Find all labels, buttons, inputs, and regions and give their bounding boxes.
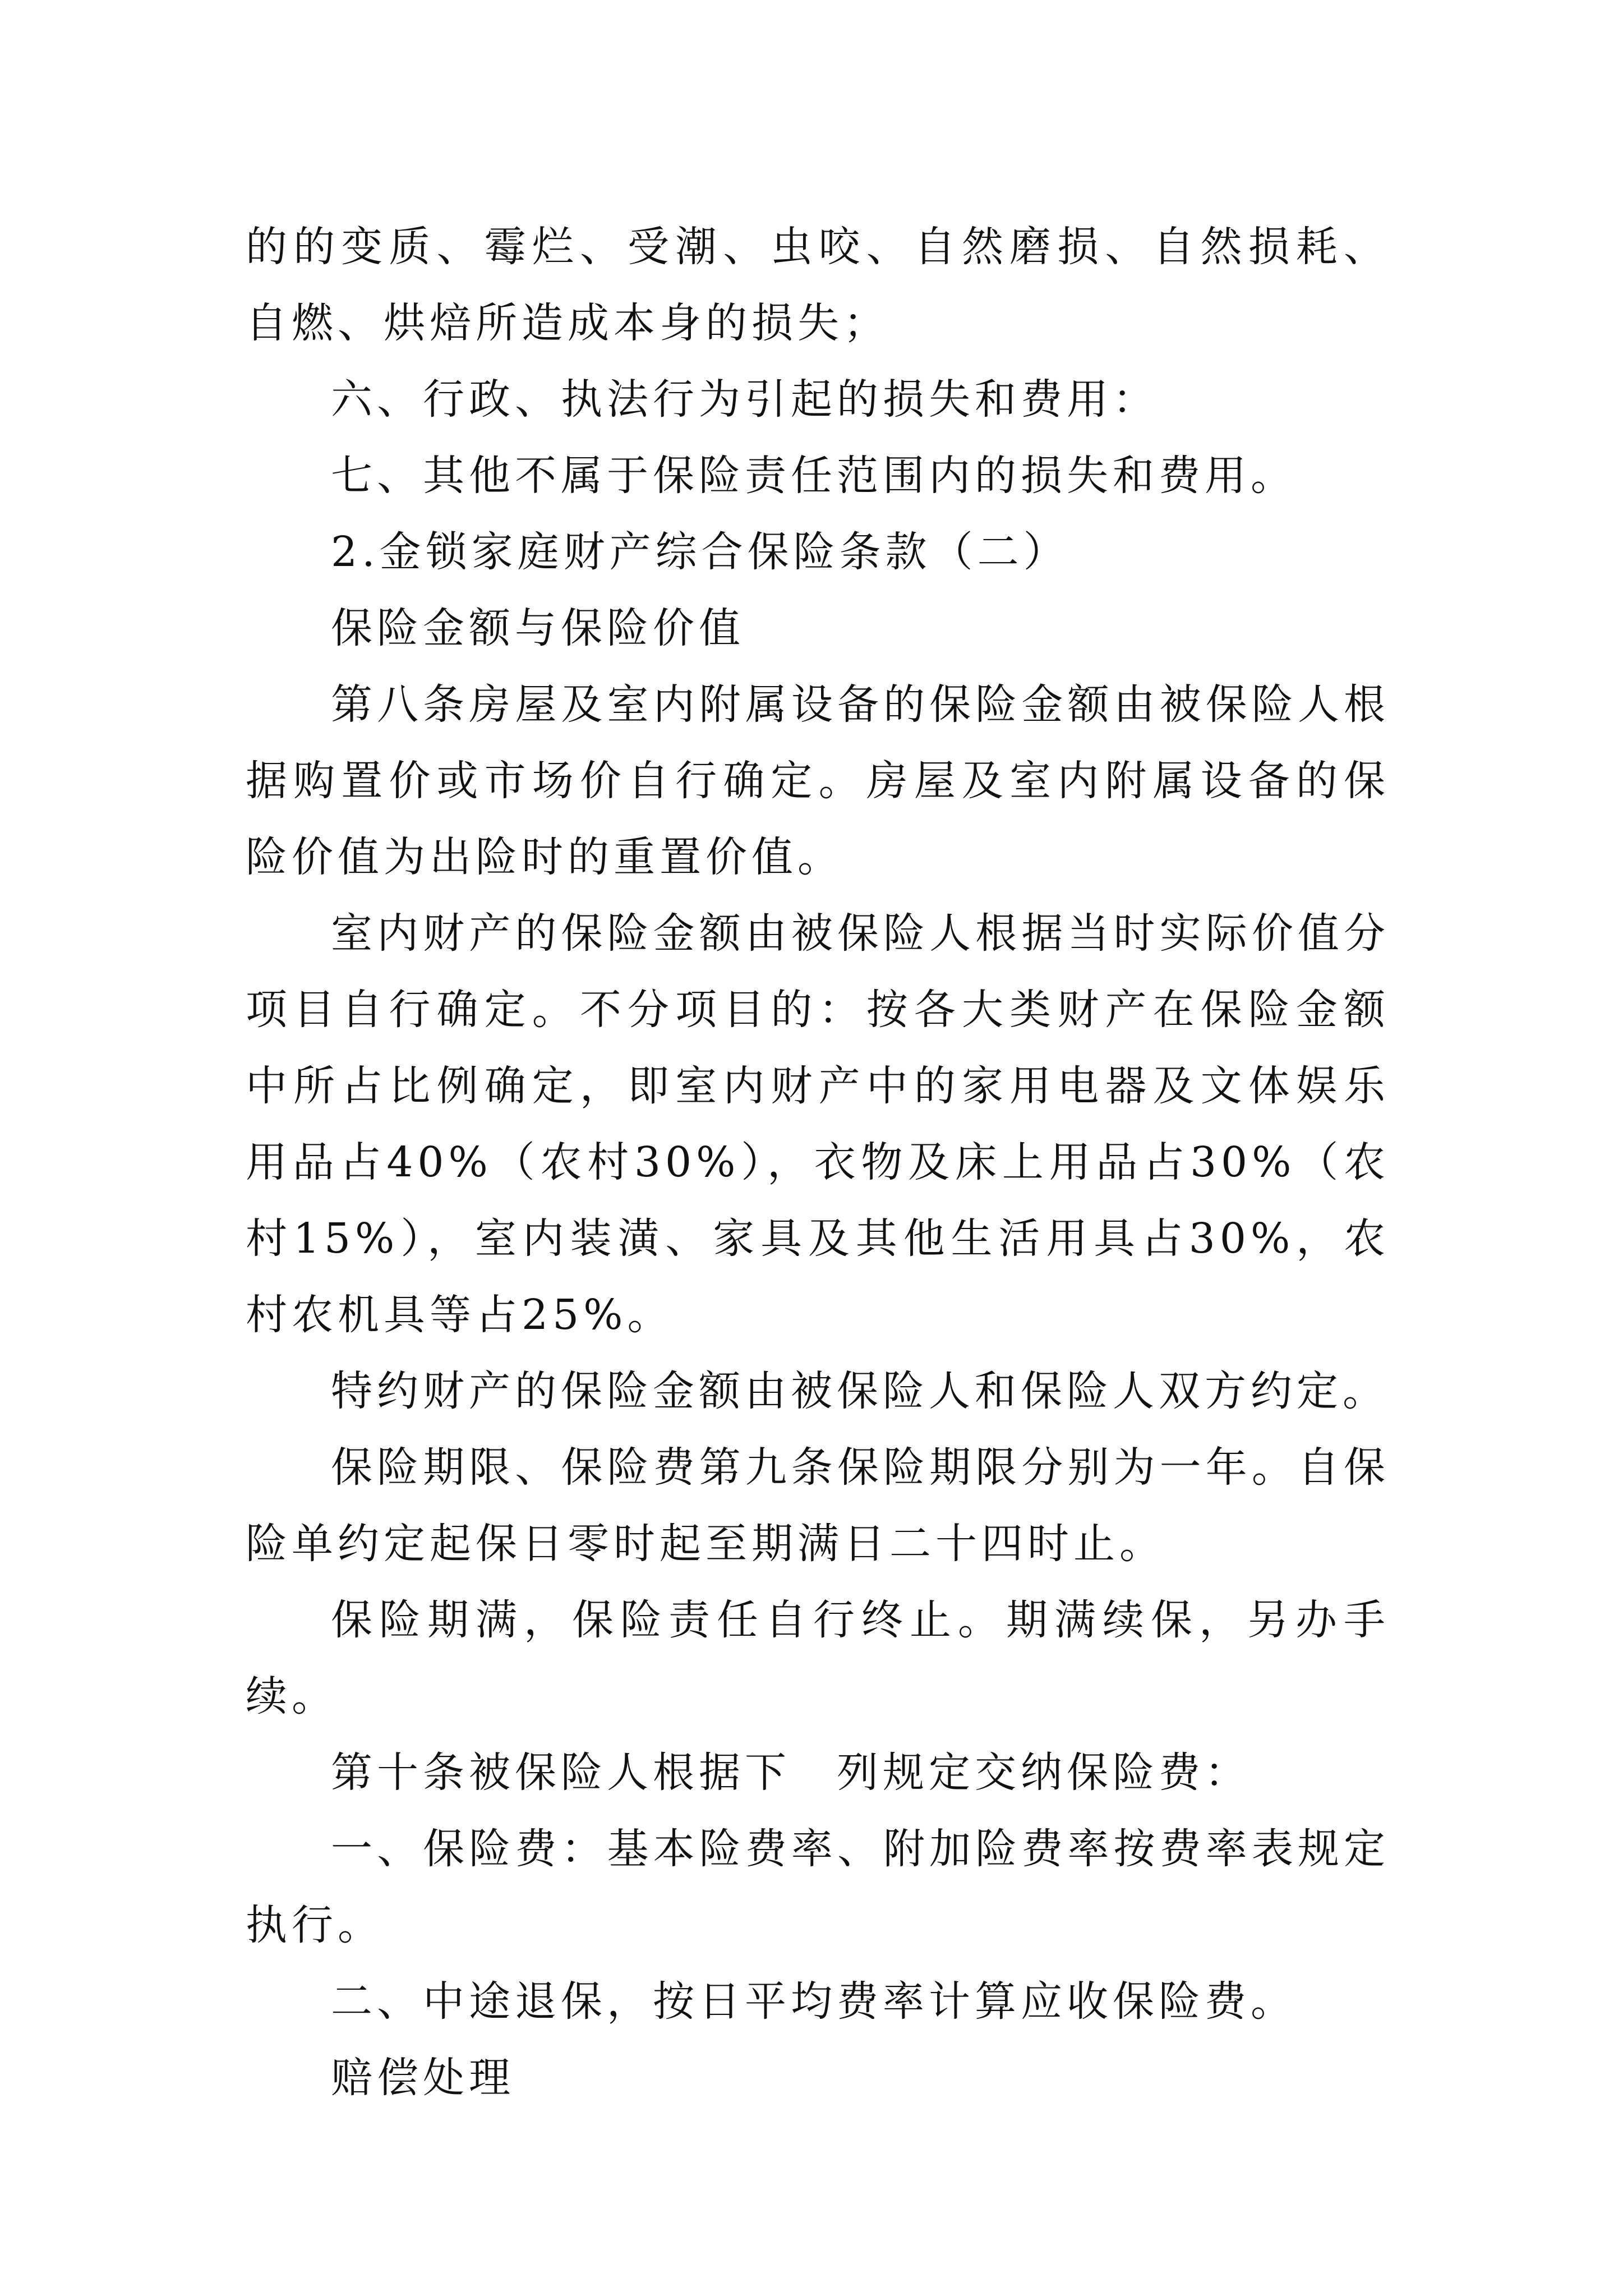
- premium-item-1: 一、保险费：基本险费率、附加险费率按费率表规定执行。: [246, 1825, 1390, 1949]
- document-body: [246, 209, 1390, 2116]
- article-10: 第十条被保险人根据下 列规定交纳保险费：: [331, 1749, 1251, 1797]
- expiry-paragraph: 保险期满，保险责任自行终止。期满续保，另办手续。: [246, 1596, 1390, 1720]
- indoor-property-paragraph: 室内财产的保险金额由被保险人根据当时实际价值分项目自行确定。不分项目的：按各大类财产在保险金额中所占比例确定，即室内财产中的家用电器及文体娱乐用品占40%（农村30%），衣物及床上用品占30%（农村15%），室内装潢、家具及其他生活用具占30%，农村农机具等占25%。: [246, 909, 1390, 1339]
- special-property-paragraph: 特约财产的保险金额由被保险人和保险人双方约定。: [331, 1367, 1389, 1415]
- subsection-heading-insured-amount: 保险金额与保险价值: [331, 604, 745, 652]
- paragraph-1: 的的变质、霉烂、受潮、虫咬、自然磨损、自然损耗、自燃、烘焙所造成本身的损失；: [246, 223, 1390, 347]
- article-9: 保险期限、保险费第九条保险期限分别为一年。自保险单约定起保日零时起至期满日二十四时止。: [246, 1443, 1390, 1568]
- section-heading: 2.金锁家庭财产综合保险条款（二）: [331, 528, 1069, 576]
- premium-item-2: 二、中途退保，按日平均费率计算应收保险费。: [331, 1977, 1297, 2026]
- subsection-heading-claims: 赔偿处理: [331, 2054, 515, 2102]
- article-8: 第八条房屋及室内附属设备的保险金额由被保险人根据购置价或市场价自行确定。房屋及室内附属设备的保险价值为出险时的重置价值。: [246, 680, 1390, 881]
- paragraph-3: 七、其他不属于保险责任范围内的损失和费用。: [331, 452, 1297, 500]
- paragraph-2: 六、行政、执法行为引起的损失和费用：: [331, 375, 1159, 424]
